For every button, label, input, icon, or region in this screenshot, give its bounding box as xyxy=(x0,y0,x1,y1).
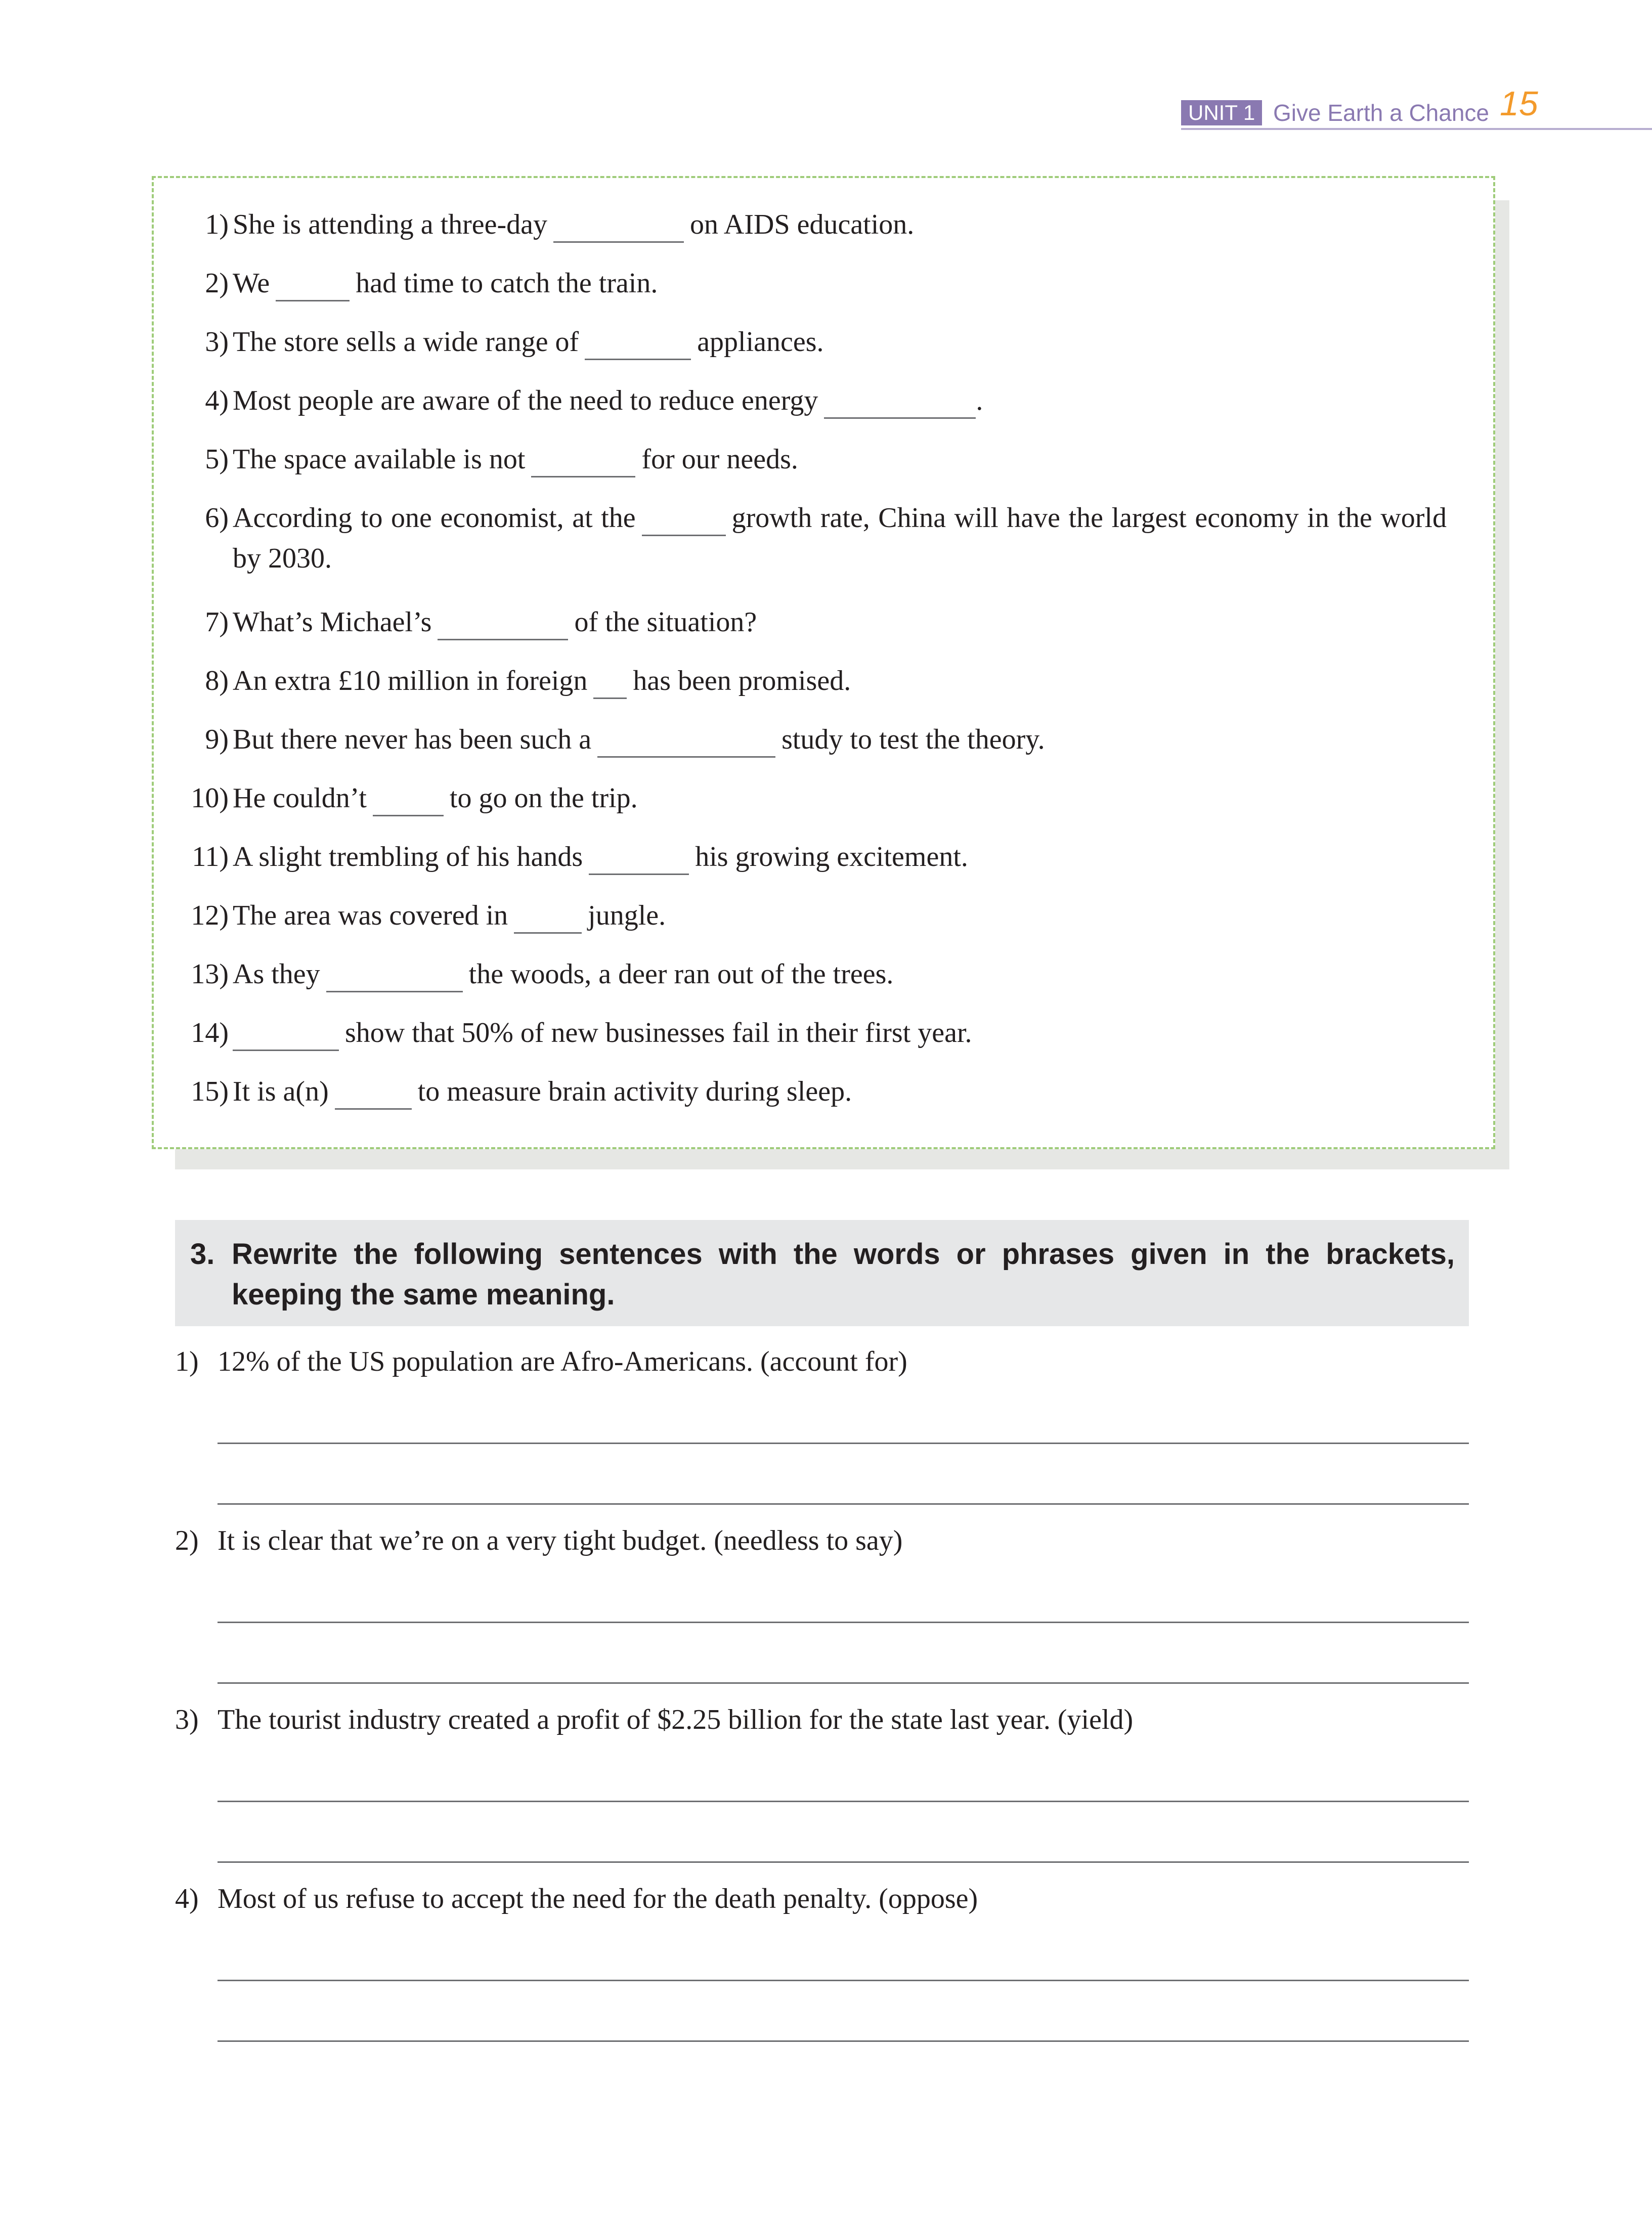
fill-in-question xyxy=(154,602,1493,661)
question-number: 15) xyxy=(191,1076,229,1107)
text-before-blank: The space available is not xyxy=(233,444,526,475)
answer-line[interactable] xyxy=(218,1801,1469,1802)
text-after-blank: appliances. xyxy=(697,326,824,358)
text-after-blank: show that 50% of new businesses fail in their first year. xyxy=(345,1017,972,1049)
question-text xyxy=(233,837,1447,877)
answer-line[interactable] xyxy=(218,1503,1469,1505)
text-after-blank: his growing excitement. xyxy=(695,841,968,872)
answer-blank[interactable] xyxy=(642,505,726,536)
section-number: 3. xyxy=(190,1238,215,1271)
question-number: 14) xyxy=(191,1017,229,1049)
text-after-blank: study to test the theory. xyxy=(781,724,1045,755)
question-number: 11) xyxy=(192,841,229,872)
question-text xyxy=(233,322,1447,362)
answer-line[interactable] xyxy=(218,1622,1469,1623)
answer-blank[interactable] xyxy=(373,786,444,816)
text-before-blank: According to one economist, at the xyxy=(233,502,636,534)
question-number: 12) xyxy=(191,900,229,931)
answer-blank[interactable] xyxy=(326,962,463,992)
text-before-blank: An extra £10 million in foreign xyxy=(233,665,588,696)
fill-in-question xyxy=(154,498,1493,602)
text-before-blank: The store sells a wide range of xyxy=(233,326,579,358)
fill-in-question xyxy=(154,778,1493,837)
answer-line[interactable] xyxy=(218,1861,1469,1863)
fill-in-question xyxy=(154,439,1493,498)
question-text: 12% of the US population are Afro-Americans. (account for) xyxy=(218,1346,907,1377)
fill-in-question xyxy=(154,263,1493,322)
text-after-blank: to measure brain activity during sleep. xyxy=(417,1076,852,1107)
text-after-blank: the woods, a deer ran out of the trees. xyxy=(468,958,894,990)
question-number: 7) xyxy=(205,606,229,638)
question-number: 9) xyxy=(205,724,229,755)
question-text: Most of us refuse to accept the need for the death penalty. (oppose) xyxy=(218,1883,978,1914)
section-instruction: Rewrite the following sentences with the words or phrases given in the brackets, keeping the same meaning. xyxy=(232,1238,1455,1311)
text-after-blank: jungle. xyxy=(588,900,666,931)
fill-in-question-list xyxy=(154,204,1493,1130)
fill-in-question xyxy=(154,1013,1493,1071)
question-text xyxy=(233,1071,1447,1112)
answer-blank[interactable] xyxy=(233,1020,339,1051)
fill-in-question xyxy=(154,895,1493,954)
fill-in-question xyxy=(154,954,1493,1013)
text-before-blank: A slight trembling of his hands xyxy=(233,841,583,872)
question-number: 6) xyxy=(205,502,229,534)
question-number: 5) xyxy=(205,444,229,475)
header-rule xyxy=(1181,128,1652,130)
question-text xyxy=(233,719,1447,760)
answer-blank[interactable] xyxy=(438,609,568,640)
answer-line[interactable] xyxy=(218,1682,1469,1684)
answer-blank[interactable] xyxy=(589,844,689,875)
text-after-blank: for our needs. xyxy=(641,444,798,475)
answer-blank[interactable] xyxy=(593,668,627,699)
question-text xyxy=(233,263,1447,303)
fill-in-box xyxy=(152,176,1495,1149)
question-text: The tourist industry created a profit of $2.25 billion for the state last year. (yield) xyxy=(218,1704,1134,1735)
question-text xyxy=(233,954,1447,994)
fill-in-question xyxy=(154,380,1493,439)
answer-blank[interactable] xyxy=(276,271,350,301)
unit-title: Give Earth a Chance xyxy=(1273,100,1490,126)
question-text xyxy=(233,602,1447,642)
text-after-blank: growth rate, China will have the largest economy in the world by 2030. xyxy=(233,502,1447,574)
text-after-blank: had time to catch the train. xyxy=(356,268,658,299)
text-before-blank: The area was covered in xyxy=(233,900,508,931)
fill-in-question xyxy=(154,204,1493,263)
answer-blank[interactable] xyxy=(531,447,635,477)
question-text xyxy=(233,498,1447,579)
text-before-blank: We xyxy=(233,268,270,299)
text-before-blank: But there never has been such a xyxy=(233,724,592,755)
text-after-blank: to go on the trip. xyxy=(449,782,638,814)
question-text xyxy=(233,895,1447,936)
answer-blank[interactable] xyxy=(514,903,582,934)
fill-in-question xyxy=(154,837,1493,895)
answer-line[interactable] xyxy=(218,1443,1469,1444)
question-text xyxy=(233,439,1447,479)
question-number: 3) xyxy=(175,1704,199,1735)
question-number: 1) xyxy=(175,1346,199,1377)
running-header xyxy=(1181,84,1652,130)
question-number: 3) xyxy=(205,326,229,358)
question-number: 2) xyxy=(205,268,229,299)
text-before-blank: As they xyxy=(233,958,320,990)
fill-in-question xyxy=(154,719,1493,778)
text-before-blank: He couldn’t xyxy=(233,782,367,814)
question-text xyxy=(233,380,1447,421)
fill-in-question xyxy=(154,661,1493,719)
question-text xyxy=(233,778,1447,818)
text-after-blank: of the situation? xyxy=(574,606,757,638)
question-text xyxy=(233,661,1447,701)
question-text xyxy=(233,1013,1447,1053)
answer-blank[interactable] xyxy=(597,727,775,758)
question-text: It is clear that we’re on a very tight budget. (needless to say) xyxy=(218,1525,903,1556)
answer-blank[interactable] xyxy=(585,329,691,360)
fill-in-question xyxy=(154,1071,1493,1130)
text-before-blank: What’s Michael’s xyxy=(233,606,432,638)
answer-line[interactable] xyxy=(218,2040,1469,2042)
question-number: 4) xyxy=(175,1883,199,1914)
question-number: 13) xyxy=(191,958,229,990)
section-3-instruction-banner xyxy=(175,1220,1469,1326)
question-text xyxy=(233,204,1447,245)
question-number: 8) xyxy=(205,665,229,696)
unit-badge: UNIT 1 xyxy=(1181,100,1262,125)
text-after-blank: on AIDS education. xyxy=(690,209,915,240)
fill-in-question xyxy=(154,322,1493,380)
question-number: 10) xyxy=(191,782,229,814)
question-number: 2) xyxy=(175,1525,199,1556)
text-after-blank: . xyxy=(976,385,983,416)
answer-line[interactable] xyxy=(218,1980,1469,1981)
question-number: 1) xyxy=(205,209,229,240)
text-before-blank: It is a(n) xyxy=(233,1076,329,1107)
question-number: 4) xyxy=(205,385,229,416)
text-after-blank: has been promised. xyxy=(633,665,851,696)
answer-blank[interactable] xyxy=(824,388,976,419)
answer-blank[interactable] xyxy=(335,1079,412,1110)
text-before-blank: Most people are aware of the need to reduce energy xyxy=(233,385,818,416)
text-before-blank: She is attending a three-day xyxy=(233,209,548,240)
page-number: 15 xyxy=(1500,84,1538,123)
answer-blank[interactable] xyxy=(553,212,684,243)
